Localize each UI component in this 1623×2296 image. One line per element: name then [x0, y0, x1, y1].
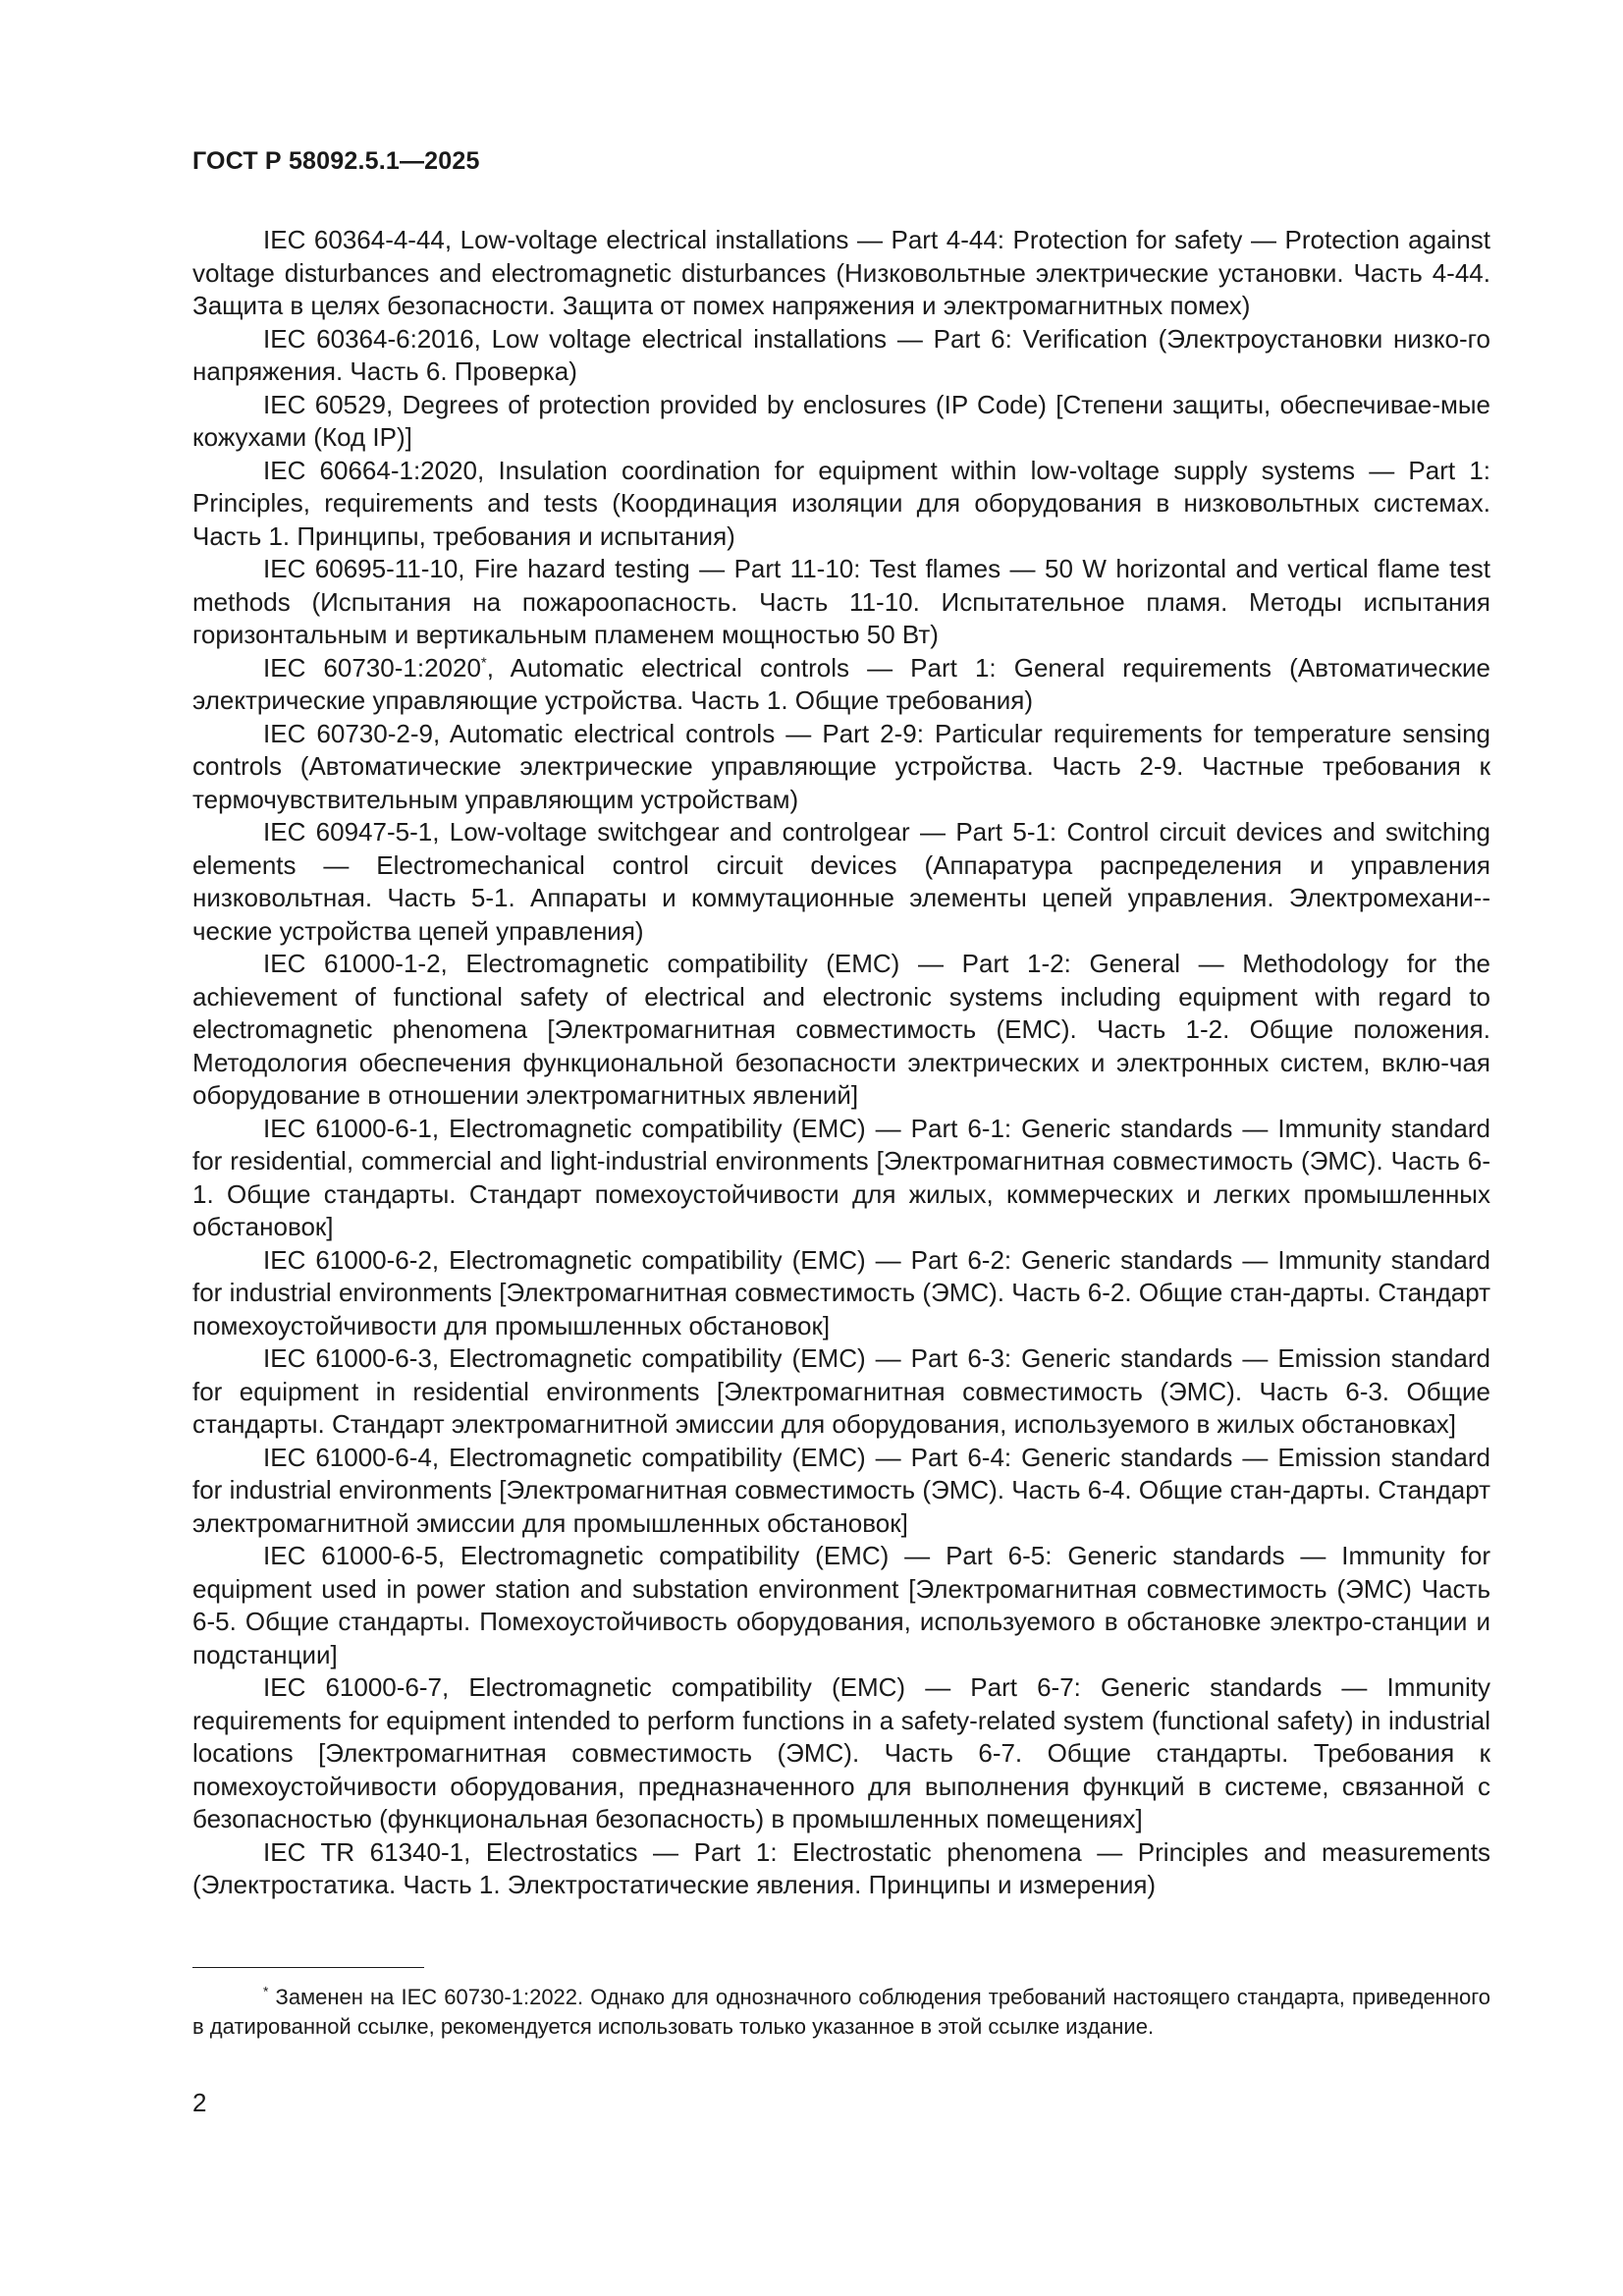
footnote-marker: * — [263, 1983, 269, 1999]
normative-references — [192, 224, 1490, 1902]
reference-description: , Automatic electrical controls — Part 1: General requirements (Автоматические электрические управляющие устройства. Часть 1. Общие требования) — [192, 652, 1490, 715]
reference-entry: IEC 60529, Degrees of protection provided by enclosures (IP Code) [Степени защиты, обеспечивае-мые кожухами (Код IP)] — [192, 389, 1490, 452]
reference-entry: IEC 61000-6-5, Electromagnetic compatibility (EMC) — Part 6-5: Generic standards — Immunity for equipment used in power station and substation environment [Электромагнитная совместимость (ЭМС) Часть 6-5. Общие стандарты. Помехоустойчивость оборудования, используемого в обстановке электро-станции и подстанции] — [192, 1541, 1490, 1669]
reference-entry: IEC 61000-6-7, Electromagnetic compatibility (EMC) — Part 6-7: Generic standards — Immunity requirements for equipment intended to perform functions in a safety-related system (functional safety) in industrial locations [Электромагнитная совместимость (ЭМС). Часть 6-7. Общие стандарты. Требования к помехоустойчивости оборудования, предназначенного для выполнения функций в системе, связанной с безопасностью (функциональная безопасность) в промышленных помещениях] — [192, 1672, 1490, 1833]
footnote-divider — [192, 1967, 424, 1968]
reference-entry: IEC 61000-6-1, Electromagnetic compatibility (EMC) — Part 6-1: Generic standards — Immunity standard for residential, commercial and light-industrial environments [Электромагнитная совместимость (ЭМС). Часть 6-1. Общие стандарты. Стандарт помехоустойчивости для жилых, коммерческих и легких промышленных обстановок] — [192, 1113, 1490, 1241]
page-number: 2 — [192, 2088, 207, 2117]
reference-entry: IEC 60364-6:2016, Low voltage electrical installations — Part 6: Verification (Электроустановки низко-го напряжения. Часть 6. Проверка) — [192, 323, 1490, 386]
reference-entry: IEC 61000-6-2, Electromagnetic compatibility (EMC) — Part 6-2: Generic standards — Immunity standard for industrial environments [Электромагнитная совместимость (ЭМС). Часть 6-2. Общие стан-дарты. Стандарт помехоустойчивости для промышленных обстановок] — [192, 1244, 1490, 1340]
reference-entry: IEC 60947-5-1, Low-voltage switchgear and controlgear — Part 5-1: Control circuit devices and switching elements — Electromechanical control circuit devices (Аппаратура распределения и управления низковольтная. Часть 5-1. Аппараты и коммутационные элементы цепей управления. Электромехани-ческие устройства цепей управления) — [192, 817, 1490, 946]
document-code: ГОСТ Р 58092.5.1—2025 — [192, 147, 480, 175]
reference-entry: IEC 60364-4-44, Low-voltage electrical installations — Part 4-44: Protection for safety — Protection against voltage disturbances and electromagnetic disturbances (Низковольтные электрические установки. Часть 4-44. Защита в целях безопасности. Защита от помех напряжения и электромагнитных помех) — [192, 225, 1490, 320]
reference-entry: IEC 60730-2-9, Automatic electrical controls — Part 2-9: Particular requirements for temperature sensing controls (Автоматические электрические управляющие устройства. Часть 2-9. Частные требования к термочувствительным управляющим устройствам) — [192, 718, 1490, 814]
reference-entry: IEC 61000-6-4, Electromagnetic compatibility (EMC) — Part 6-4: Generic standards — Emission standard for industrial environments [Электромагнитная совместимость (ЭМС). Часть 6-4. Общие стан-дарты. Стандарт электромагнитной эмиссии для промышленных обстановок] — [192, 1442, 1490, 1538]
footnote-text: Заменен на IEC 60730-1:2022. Однако для однозначного соблюдения требований настоящего стандарта, приведенного в датированной ссылке, рекомендуется использовать только указанное в этой ссылке издание. — [192, 1985, 1490, 2039]
reference-entry: IEC TR 61340-1, Electrostatics — Part 1: Electrostatic phenomena — Principles and measurements (Электростатика. Часть 1. Электростатические явления. Принципы и измерения) — [192, 1836, 1490, 1899]
reference-entry: IEC 60695-11-10, Fire hazard testing — Part 11-10: Test flames — 50 W horizontal and vertical flame test methods (Испытания на пожароопасность. Часть 11-10. Испытательное пламя. Методы испытания горизонтальным и вертикальным пламенем мощностью 50 Вт) — [192, 554, 1490, 649]
footnote-marker[interactable]: * — [480, 653, 487, 671]
reference-entry — [192, 652, 1490, 718]
reference-entry: IEC 60664-1:2020, Insulation coordination for equipment within low-voltage supply systems — Part 1: Principles, requirements and tests (Координация изоляции для оборудования в низковольтных системах. Часть 1. Принципы, требования и испытания) — [192, 455, 1490, 551]
footnote — [192, 1983, 1490, 2042]
reference-entry: IEC 61000-6-3, Electromagnetic compatibility (EMC) — Part 6-3: Generic standards — Emission standard for equipment in residential environments [Электромагнитная совместимость (ЭМС). Часть 6-3. Общие стандарты. Стандарт электромагнитной эмиссии для оборудования, используемого в жилых обстановках] — [192, 1343, 1490, 1439]
reference-title: IEC 60730-1:2020 — [263, 652, 481, 683]
reference-entry: IEC 61000-1-2, Electromagnetic compatibility (EMC) — Part 1-2: General — Methodology for the achievement of functional safety of electrical and electronic systems including equipment with regard to electromagnetic phenomena [Электромагнитная совместимость (ЕМС). Часть 1-2. Общие положения. Методология обеспечения функциональной безопасности электрических и электронных систем, вклю-чая оборудование в отношении электромагнитных явлений] — [192, 949, 1490, 1110]
